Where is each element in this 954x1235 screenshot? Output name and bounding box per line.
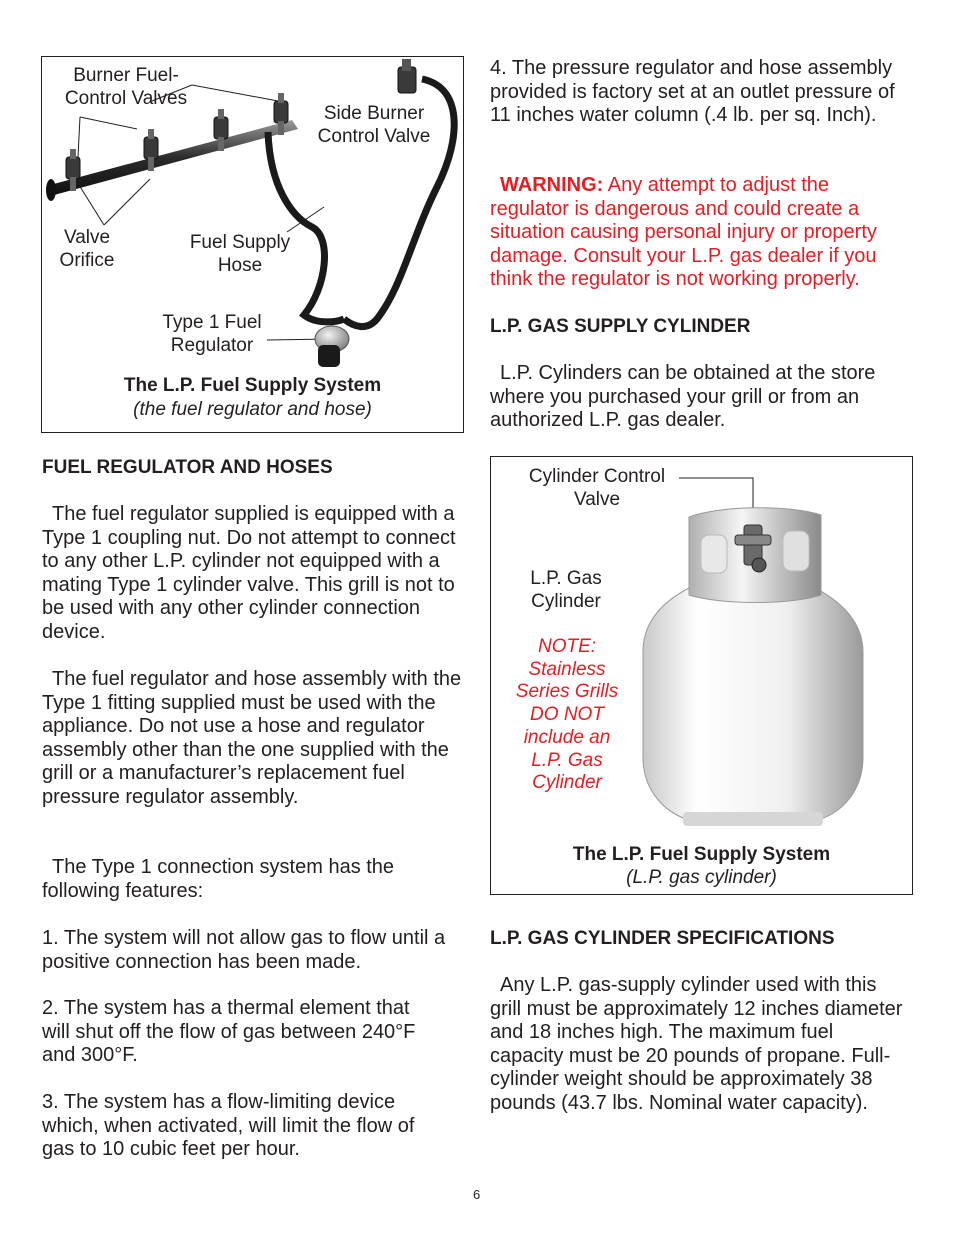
- valve-orifice-label: Valve Orifice: [59, 227, 115, 271]
- burner-valves-label: Burner Fuel- Control Valves: [64, 65, 188, 109]
- warning-text: Any attempt to adjust the regulator is dangerous and could create a situation causing personal injury or property damage. Consult your L.P. gas dealer if you think the regulator is not working properly.: [490, 174, 877, 290]
- regulator-paragraph-3: The Type 1 connection system has the following features:: [42, 856, 395, 902]
- feature-item-4: 4. The pressure regulator and hose assembly provided is factory set at an outlet pressure of 11 inches water column (.4 lb. per sq. Inch).: [490, 57, 895, 126]
- gas-supply-heading: L.P. GAS SUPPLY CYLINDER: [490, 316, 751, 337]
- fuel-system-figure: [41, 56, 464, 433]
- fuel-regulator-heading: FUEL REGULATOR AND HOSES: [42, 457, 333, 478]
- warning-label: WARNING:: [500, 174, 604, 196]
- side-burner-label: Side Burner Control Valve: [317, 103, 431, 147]
- fig1-caption-title: The L.P. Fuel Supply System: [123, 375, 382, 396]
- fuel-hose-label: Fuel Supply Hose: [189, 232, 291, 276]
- control-valve-label: Cylinder Control Valve: [528, 466, 666, 510]
- fig2-caption-title: The L.P. Fuel Supply System: [572, 844, 831, 865]
- regulator-label: Type 1 Fuel Regulator: [162, 312, 262, 356]
- cylinder-figure: [490, 456, 913, 895]
- feature-item-2: 2. The system has a thermal element that will shut off the flow of gas between 240°F and 300°F.: [42, 997, 416, 1066]
- fig2-caption-subtitle: (L.P. gas cylinder): [626, 867, 777, 888]
- regulator-paragraph-1: The fuel regulator supplied is equipped with a Type 1 coupling nut. Do not attempt to connect to any other L.P. cylinder not equipped with a mating Type 1 cylinder valve. This grill is not to be used with any other cylinder connection device.: [42, 503, 456, 643]
- cylinder-specs-heading: L.P. GAS CYLINDER SPECIFICATIONS: [490, 928, 835, 949]
- fig1-caption-subtitle: (the fuel regulator and hose): [133, 399, 372, 420]
- feature-item-3: 3. The system has a flow-limiting device which, when activated, will limit the flow of gas to 10 cubic feet per hour.: [42, 1091, 415, 1160]
- warning-paragraph: [490, 174, 910, 292]
- cylinder-specs-paragraph: Any L.P. gas-supply cylinder used with this grill must be approximately 12 inches diameter and 18 inches high. The maximum fuel capacity must be 20 pounds of propane. Full-cylinder weight should be approximately 38 pounds (43.7 lbs. Nominal water capacity).: [490, 974, 903, 1114]
- no-cylinder-note: NOTE: Stainless Series Grills DO NOT include an L.P. Gas Cylinder: [515, 636, 619, 794]
- gas-supply-paragraph: L.P. Cylinders can be obtained at the store where you purchased your grill or from an authorized L.P. gas dealer.: [490, 362, 876, 431]
- cylinder-label: L.P. Gas Cylinder: [530, 568, 602, 612]
- regulator-paragraph-2: The fuel regulator and hose assembly with the Type 1 fitting supplied must be used with the appliance. Do not use a hose and regulator assembly other than the one supplied with the grill or a manufacturer’s replacement fuel pressure regulator assembly.: [42, 668, 462, 808]
- page-number: 6: [473, 1187, 481, 1202]
- feature-item-1: 1. The system will not allow gas to flow until a positive connection has been made.: [42, 927, 446, 973]
